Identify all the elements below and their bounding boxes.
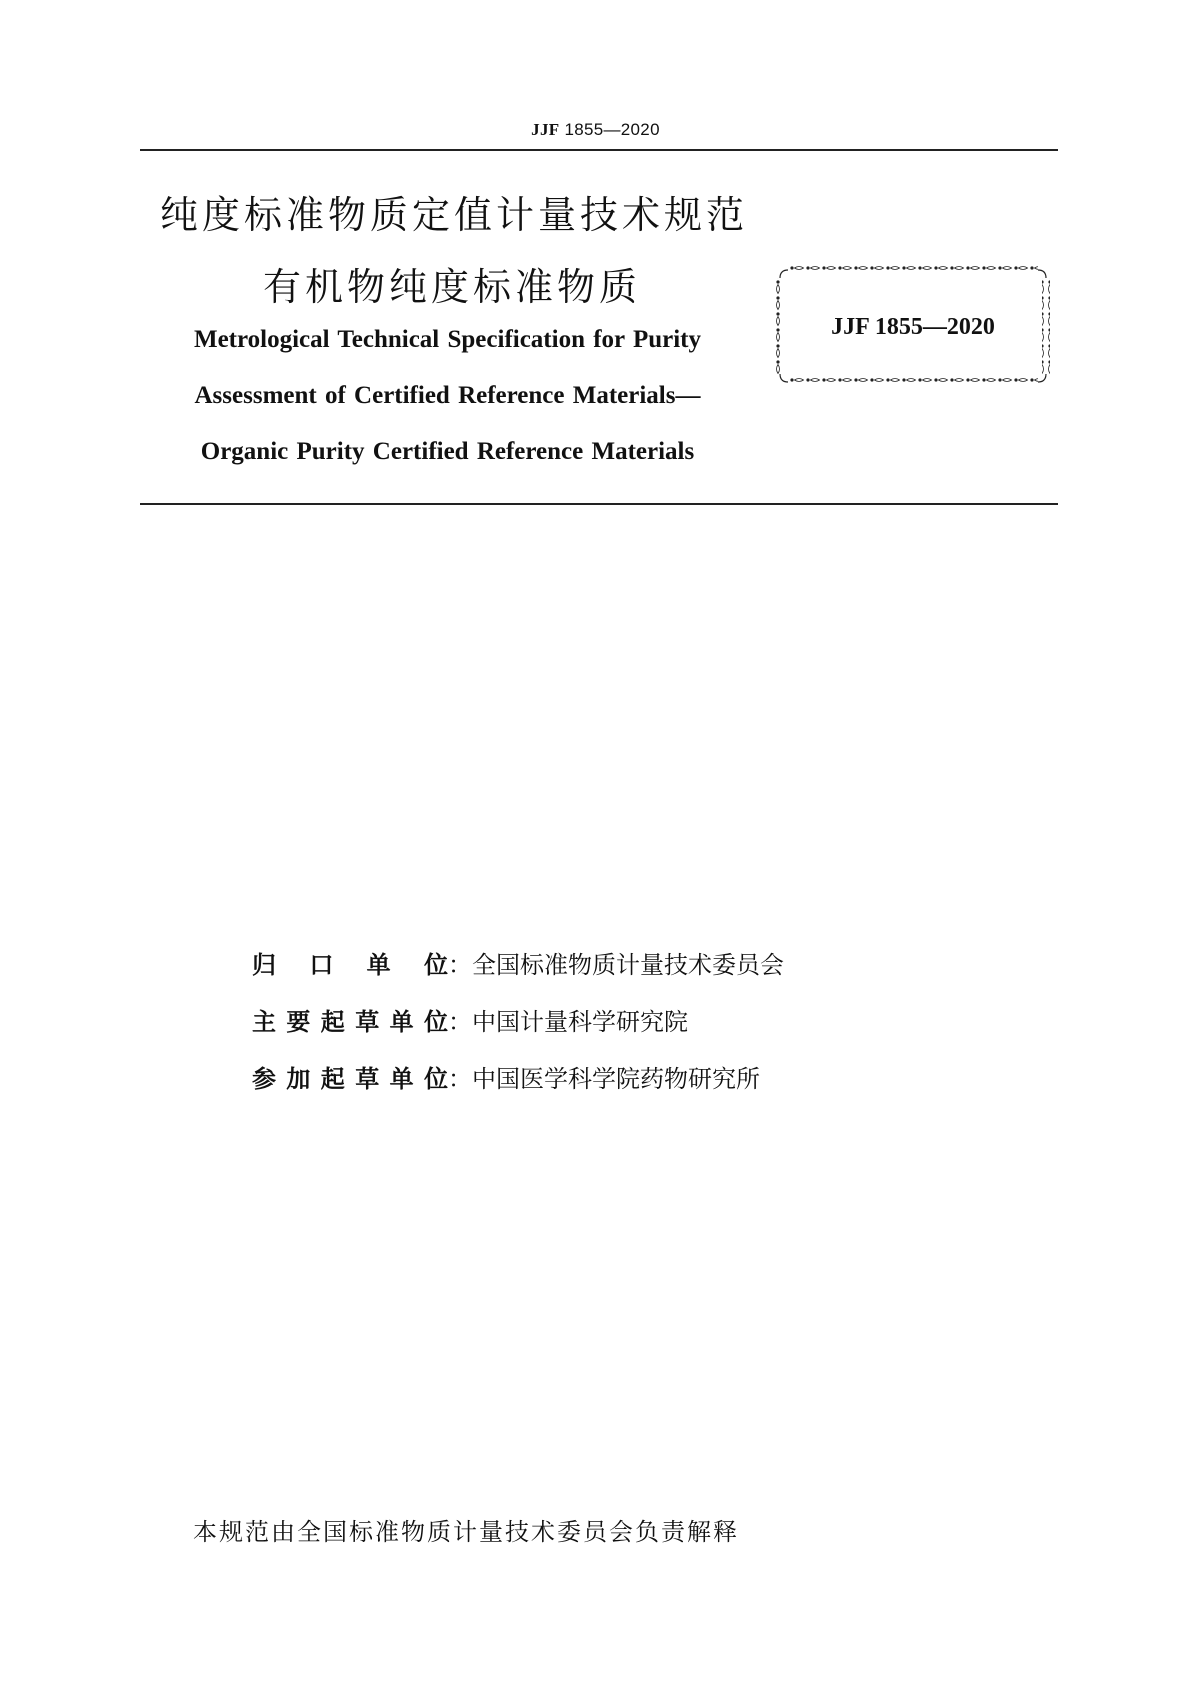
participating-drafting-unit-colon: ： bbox=[448, 1065, 472, 1093]
title-english-line-2: Assessment of Certified Reference Materials— bbox=[194, 382, 701, 409]
standard-code-box bbox=[774, 264, 1052, 388]
participating-drafting-unit-value: 中国医学科学院药物研究所 bbox=[472, 1065, 760, 1093]
bottom-divider bbox=[140, 503, 1058, 505]
document-code-header bbox=[0, 120, 1191, 140]
main-drafting-unit-label: 主要起草单位 bbox=[252, 1008, 448, 1036]
code-number: 1855—2020 bbox=[564, 120, 660, 139]
responsible-unit-label: 归口单位 bbox=[252, 951, 448, 979]
responsible-unit-value: 全国标准物质计量技术委员会 bbox=[472, 951, 784, 979]
responsible-unit-row bbox=[252, 945, 784, 980]
main-drafting-unit-colon: ： bbox=[448, 1008, 472, 1036]
main-drafting-unit-value: 中国计量科学研究院 bbox=[472, 1008, 688, 1036]
participating-drafting-unit-row bbox=[252, 1059, 760, 1094]
standard-code-text: JJF 1855—2020 bbox=[831, 314, 995, 340]
title-chinese-sub: 有机物纯度标准物质 bbox=[263, 265, 642, 309]
participating-drafting-unit-label: 参加起草单位 bbox=[252, 1065, 448, 1093]
interpretation-note: 本规范由全国标准物质计量技术委员会负责解释 bbox=[193, 1518, 739, 1546]
top-divider bbox=[140, 149, 1058, 151]
main-drafting-unit-row bbox=[252, 1002, 688, 1037]
title-chinese-main: 纯度标准物质定值计量技术规范 bbox=[160, 193, 749, 237]
title-english-line-3: Organic Purity Certified Reference Materials bbox=[200, 438, 695, 465]
title-english-line-1: Metrological Technical Specification for Purity bbox=[193, 326, 701, 353]
code-prefix: JJF bbox=[531, 120, 560, 139]
responsible-unit-colon: ： bbox=[448, 951, 472, 979]
